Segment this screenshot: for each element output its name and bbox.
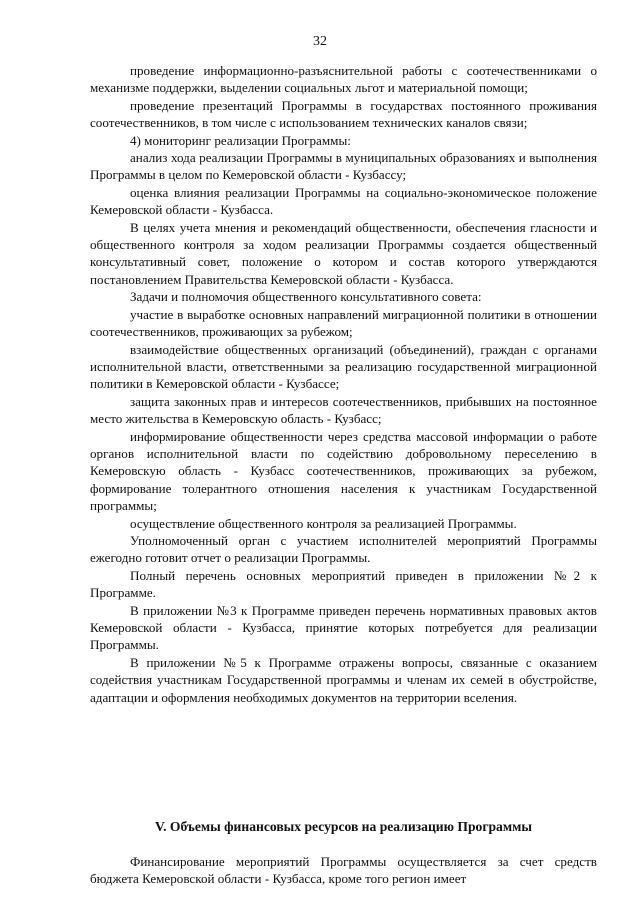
paragraph: оценка влияния реализации Программы на социально-экономическое положение Кемеровской области - Кузбасса. [90,184,597,218]
paragraph: Финансирование мероприятий Программы осуществляется за счет средств бюджета Кемеровской области - Кузбасса, кроме того регион имеет [90,854,597,887]
paragraph: анализ хода реализации Программы в муниципальных образованиях и выполнения Программы в целом по Кемеровской области - Кузбассу; [90,150,597,183]
paragraph: Полный перечень основных мероприятий приведен в приложении №2 к Программе. [90,567,597,601]
paragraph: участие в выработке основных направлений миграционной политики в отношении соотечественников, проживающих за рубежом; [90,306,597,340]
paragraph: проведение информационно-разъяснительной работы с соотечественниками о механизме поддержки, выделении социальных льгот и материальной помощи; [90,63,597,96]
section-body [90,853,597,888]
paragraph: Задачи и полномочия общественного консультативного совета: [130,289,482,305]
section-heading: V. Объемы финансовых ресурсов на реализацию Программы [155,819,532,834]
paragraph: осуществление общественного контроля за реализацией Программы. [130,515,517,531]
paragraph: Уполномоченный орган с участием исполнителей мероприятий Программы ежегодно готовит отчет о реализации Программы. [90,532,597,566]
paragraph: В приложении №3 к Программе приведен перечень нормативных правовых актов Кемеровской области - Кузбасса, принятие которых потребуется для реализации Программы. [90,602,597,653]
paragraph: 4) мониторинг реализации Программы: [130,132,351,148]
paragraph: В приложении №5 к Программе отражены вопросы, связанные с оказанием содействия участникам Государственной программы и членам их семей в обустройстве, адаптации и оформления необходимых документов на территории вселения. [90,654,597,705]
paragraph: проведение презентаций Программы в государствах постоянного проживания соотечественников, в том числе с использованием технических каналов связи; [90,97,597,131]
paragraph: В целях учета мнения и рекомендаций общественности, обеспечения гласности и общественного контроля за ходом реализации Программы создается общественный консультативный совет, положение о котором и состав которого утверждаются постановлением Правительства Кемеровской области - Кузбасса. [90,219,597,287]
page-number: 32 [313,34,327,49]
paragraph: защита законных прав и интересов соотечественников, прибывших на постоянное место жительства в Кемеровскую область - Кузбасс; [90,393,597,427]
paragraph: взаимодействие общественных организаций (объединений), граждан с органами исполнительной власти, ответственными за реализацию государственной миграционной политики в Кемеровской области - Кузбассе; [90,341,597,392]
paragraph: информирование общественности через средства массовой информации о работе органов исполнительной власти по содействию добровольному переселению в Кемеровскую область - Кузбасс соотечественников, проживающих за рубежом, формирование толерантного отношения населения к участникам Государственной программы; [90,428,597,514]
document-body [90,62,597,706]
